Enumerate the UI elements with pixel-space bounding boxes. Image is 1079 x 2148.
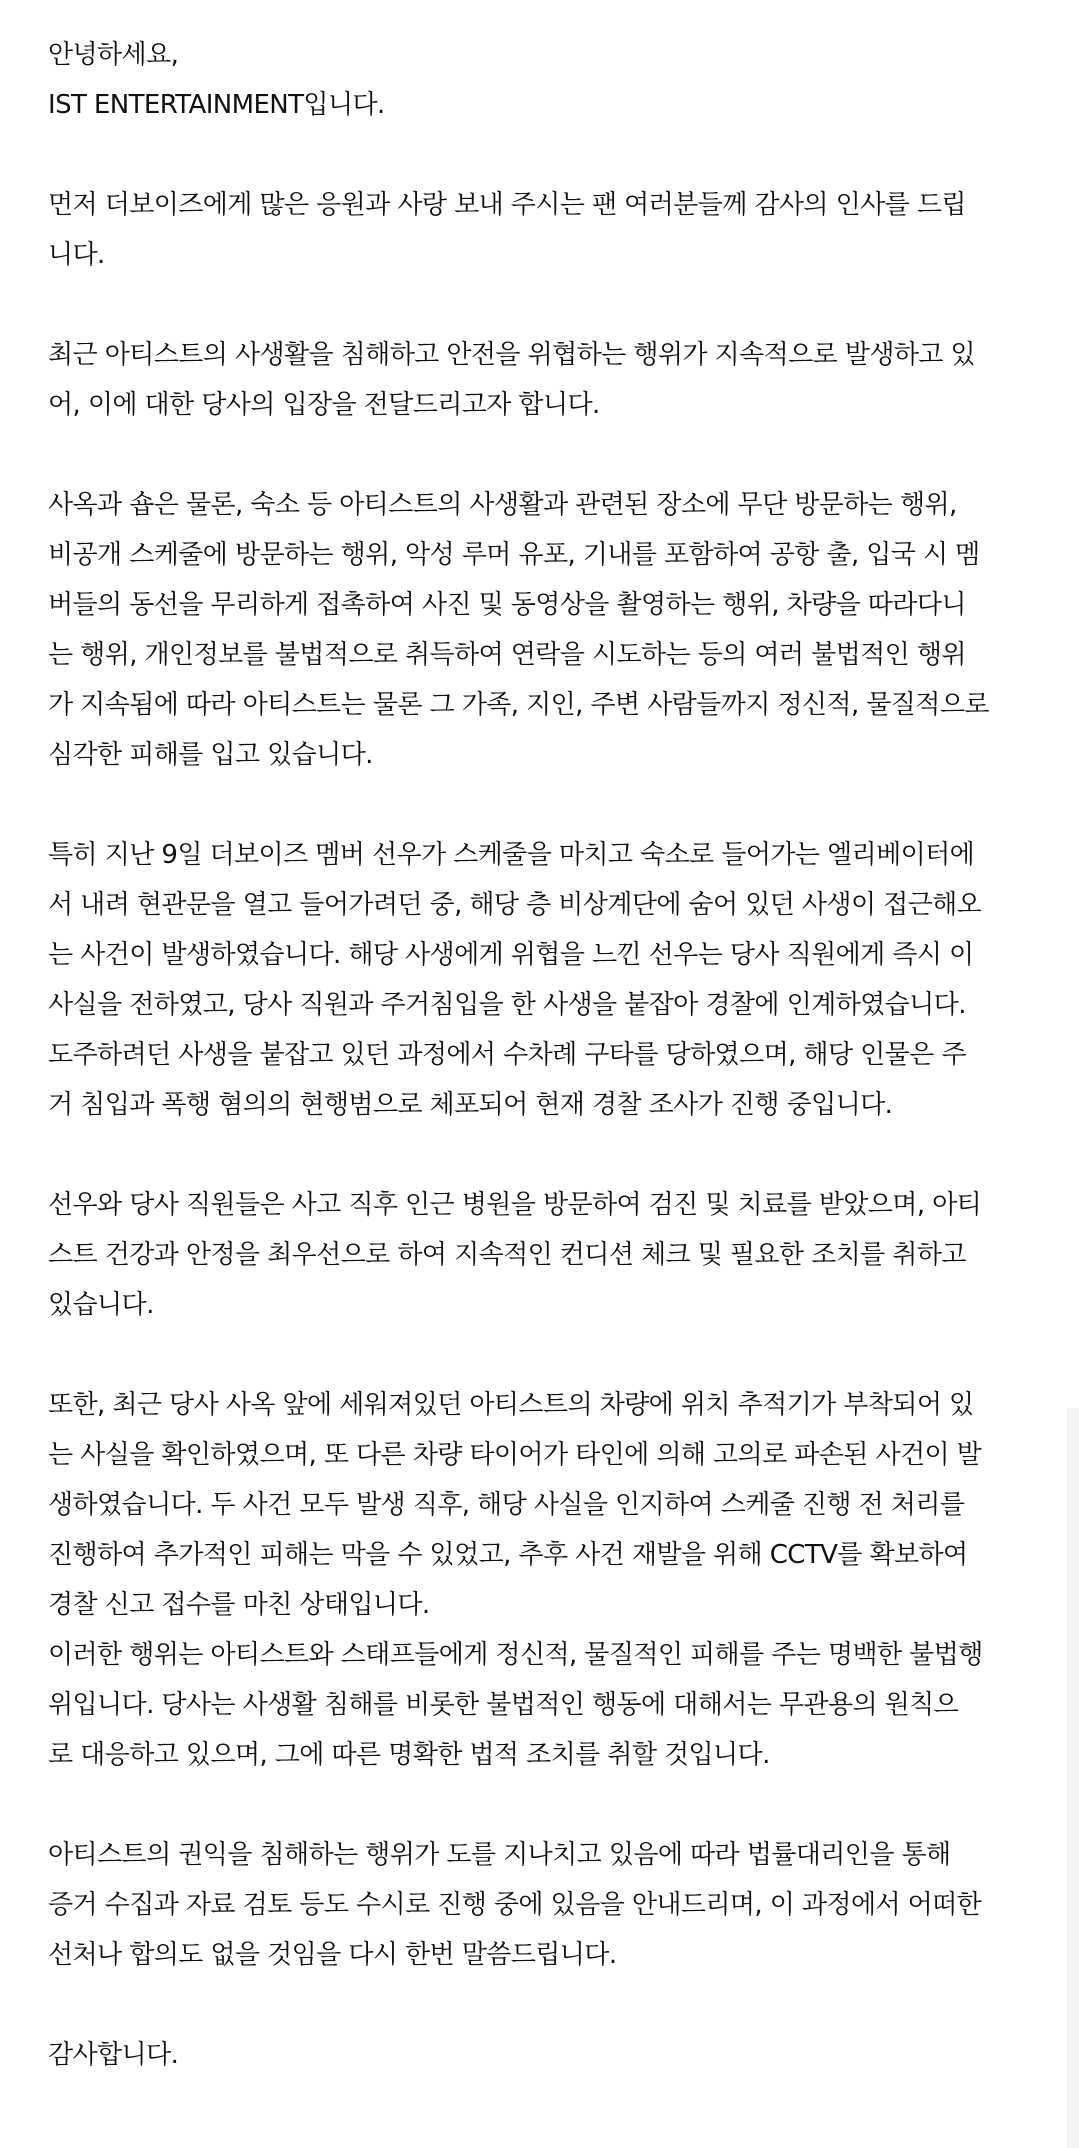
text-line: 서 내려 현관문을 열고 들어가려던 중, 해당 층 비상계단에 숨어 있던 사생이 접근해오 [48,890,982,920]
text-line: 사실을 전하였고, 당사 직원과 주거침입을 한 사생을 붙잡아 경찰에 인계하였습니다. [48,990,966,1020]
paragraph-violations [48,480,1048,780]
paragraph-vehicle [48,1380,1048,1630]
text-line: 거 침입과 폭행 혐의의 현행범으로 체포되어 현재 경찰 조사가 진행 중입니다. [48,1090,893,1120]
text-line: 있습니다. [48,1290,154,1320]
text-line: 는 사건이 발생하였습니다. 해당 사생에게 위협을 느낀 선우는 당사 직원에게 즉시 이 [48,940,974,970]
text-line: 스트 건강과 안정을 최우선으로 하여 지속적인 컨디션 체크 및 필요한 조치를 취하고 [48,1240,966,1270]
text-line: 가 지속됨에 따라 아티스트는 물론 그 가족, 지인, 주변 사람들까지 정신적, 물질적으로 [48,690,989,720]
text-line: 먼저 더보이즈에게 많은 응원과 사랑 보내 주시는 팬 여러분들께 감사의 인사를 드립 [48,190,966,220]
statement-document [48,30,1048,2130]
text-line: 선우와 당사 직원들은 사고 직후 인근 병원을 방문하여 검진 및 치료를 받았으며, 아티 [48,1190,982,1220]
text-line: 는 행위, 개인정보를 불법적으로 취득하여 연락을 시도하는 등의 여러 불법적인 행위 [48,640,966,670]
text-line: 어, 이에 대한 당사의 입장을 전달드리고자 합니다. [48,390,600,420]
text-line: 안녕하세요, [48,40,179,70]
text-line: 위입니다. 당사는 사생활 침해를 비롯한 불법적인 행동에 대해서는 무관용의 원칙으 [48,1690,959,1720]
text-line: 니다. [48,240,105,270]
paragraph-health [48,1180,1048,1330]
scrollbar-track[interactable] [1067,1408,1079,2148]
paragraph-greeting [48,30,1048,130]
text-line: IST ENTERTAINMENT입니다. [48,90,385,120]
text-line: 경찰 신고 접수를 마친 상태입니다. [48,1590,430,1620]
text-line: 도주하려던 사생을 붙잡고 있던 과정에서 수차례 구타를 당하였으며, 해당 인물은 주 [48,1040,966,1070]
text-line: 는 사실을 확인하였으며, 또 다른 차량 타이어가 타인에 의해 고의로 파손된 사건이 발 [48,1440,982,1470]
paragraph-incident [48,830,1048,1130]
text-line: 특히 지난 9일 더보이즈 멤버 선우가 스케줄을 마치고 숙소로 들어가는 엘리베이터에 [48,840,975,870]
text-line: 사옥과 숍은 물론, 숙소 등 아티스트의 사생활과 관련된 장소에 무단 방문하는 행위, [48,490,957,520]
text-line: 증거 수집과 자료 검토 등도 수시로 진행 중에 있음을 안내드리며, 이 과정에서 어떠한 [48,1890,982,1920]
text-line: 선처나 합의도 없을 것임을 다시 한번 말씀드립니다. [48,1940,617,1970]
text-line: 또한, 최근 당사 사옥 앞에 세워져있던 아티스트의 차량에 위치 추적기가 부착되어 있 [48,1390,974,1420]
paragraph-closing [48,2030,1048,2080]
paragraph-thanks [48,180,1048,280]
paragraph-intro [48,330,1048,430]
text-line: 비공개 스케줄에 방문하는 행위, 악성 루머 유포, 기내를 포함하여 공항 출, 입국 시 멤 [48,540,980,570]
text-line: 생하였습니다. 두 사건 모두 발생 직후, 해당 사실을 인지하여 스케줄 진행 전 처리를 [48,1490,965,1520]
text-line: 로 대응하고 있으며, 그에 따른 명확한 법적 조치를 취할 것입니다. [48,1740,770,1770]
text-line: 최근 아티스트의 사생활을 침해하고 안전을 위협하는 행위가 지속적으로 발생하고 있 [48,340,976,370]
paragraph-legal [48,1830,1048,1980]
text-line: 버들의 동선을 무리하게 접촉하여 사진 및 동영상을 촬영하는 행위, 차량을 따라다니 [48,590,966,620]
text-line: 심각한 피해를 입고 있습니다. [48,740,373,770]
text-line: 이러한 행위는 아티스트와 스태프들에게 정신적, 물질적인 피해를 주는 명백한 불법행 [48,1640,983,1670]
paragraph-stance [48,1630,1048,1780]
text-line: 진행하여 추가적인 피해는 막을 수 있었고, 추후 사건 재발을 위해 CCTV를 확보하여 [48,1540,968,1570]
text-line: 감사합니다. [48,2040,179,2070]
text-line: 아티스트의 권익을 침해하는 행위가 도를 지나치고 있음에 따라 법률대리인을 통해 [48,1840,951,1870]
